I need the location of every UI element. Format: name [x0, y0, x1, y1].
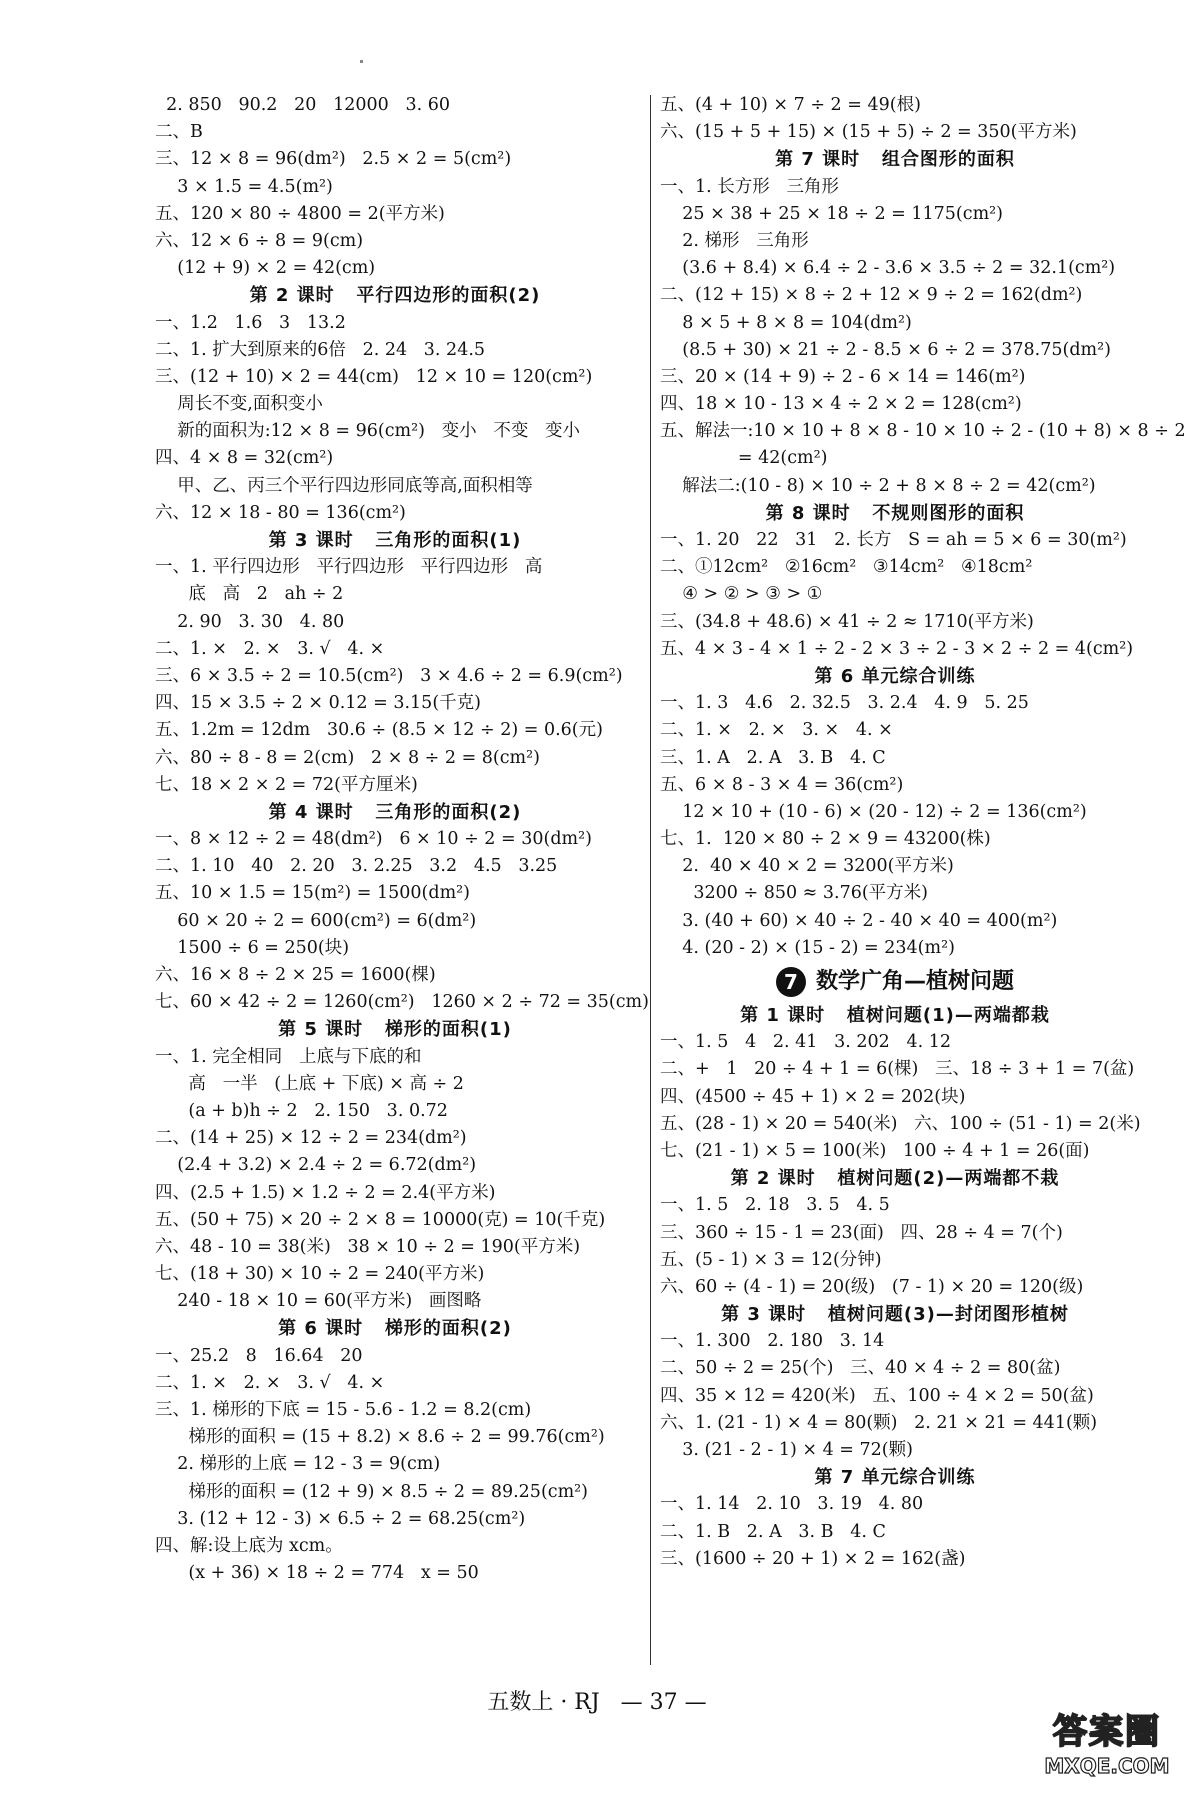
answer-line: 12 × 10 + (10 - 6) × (20 - 12) ÷ 2 = 136(cm²) — [660, 801, 1087, 822]
column-divider — [650, 95, 651, 1665]
lesson-heading: 第 3 课时 植树问题(3)—封闭图形植树 — [721, 1304, 1069, 1326]
answer-line: 六、1. (21 - 1) × 4 = 80(颗) 2. 21 × 21 = 441(颗) — [660, 1412, 1098, 1433]
scan-dot — [360, 60, 363, 63]
answer-line: 一、1. 14 2. 10 3. 19 4. 80 — [660, 1494, 924, 1515]
answer-line: 三、6 × 3.5 ÷ 2 = 10.5(cm²) 3 × 4.6 ÷ 2 = 6.9(cm²) — [155, 665, 623, 686]
lesson-heading: 第 2 课时 平行四边形的面积(2) — [249, 285, 541, 307]
answer-line: 六、12 × 18 - 80 = 136(cm²) — [155, 502, 406, 523]
answer-line: 四、35 × 12 = 420(米) 五、100 ÷ 4 × 2 = 50(盆) — [660, 1385, 1094, 1406]
lesson-heading: 第 6 单元综合训练 — [814, 665, 976, 687]
answer-line: 3. (40 + 60) × 40 ÷ 2 - 40 × 40 = 400(m²) — [660, 910, 1058, 931]
answer-line: 二、50 ÷ 2 = 25(个) 三、40 × 4 ÷ 2 = 80(盆) — [660, 1358, 1061, 1379]
answer-line: 4. (20 - 2) × (15 - 2) = 234(m²) — [660, 937, 955, 958]
answer-line: 60 × 20 ÷ 2 = 600(cm²) = 6(dm²) — [155, 910, 477, 931]
answer-line: (8.5 + 30) × 21 ÷ 2 - 8.5 × 6 ÷ 2 = 378.75(dm²) — [660, 339, 1111, 360]
answer-line: (3.6 + 8.4) × 6.4 ÷ 2 - 3.6 × 3.5 ÷ 2 = 32.1(cm²) — [660, 258, 1116, 279]
answer-line: 四、(2.5 + 1.5) × 1.2 ÷ 2 = 2.4(平方米) — [155, 1182, 496, 1203]
answer-line: 3 × 1.5 = 4.5(m²) — [155, 176, 333, 197]
answer-line: 梯形的面积 = (12 + 9) × 8.5 ÷ 2 = 89.25(cm²) — [155, 1481, 589, 1502]
answer-line: 周长不变,面积变小 — [155, 394, 323, 415]
answer-line: (2.4 + 3.2) × 2.4 ÷ 2 = 6.72(dm²) — [155, 1155, 477, 1176]
answer-line: 3200 ÷ 850 ≈ 3.76(平方米) — [660, 883, 929, 904]
watermark-logo — [1032, 1710, 1182, 1790]
answer-line: 一、1. 3 4.6 2. 32.5 3. 2.4 4. 9 5. 25 — [660, 693, 1029, 714]
answer-line: 五、(5 - 1) × 3 = 12(分钟) — [660, 1249, 882, 1270]
answer-line: ④ > ② > ③ > ① — [660, 584, 823, 605]
answer-line: 六、12 × 6 ÷ 8 = 9(cm) — [155, 230, 364, 251]
answer-line: 甲、乙、丙三个平行四边形同底等高,面积相等 — [155, 475, 533, 496]
right-column — [660, 92, 1186, 1573]
lesson-heading: 第 8 课时 不规则图形的面积 — [765, 502, 1025, 524]
answer-line: 二、1. 扩大到原来的6倍 2. 24 3. 24.5 — [155, 339, 486, 360]
answer-line: 底 高 2 ah ÷ 2 — [155, 584, 344, 605]
answer-line: 二、(14 + 25) × 12 ÷ 2 = 234(dm²) — [155, 1128, 467, 1149]
answer-line: 25 × 38 + 25 × 18 ÷ 2 = 1175(cm²) — [660, 203, 1004, 224]
answer-line: 一、1. 长方形 三角形 — [660, 176, 839, 197]
answer-line: 二、1. B 2. A 3. B 4. C — [660, 1521, 886, 1542]
unit-number-badge: 7 — [776, 967, 806, 997]
answer-line: 七、1. 120 × 80 ÷ 2 × 9 = 43200(株) — [660, 829, 991, 850]
answer-line: 三、(34.8 + 48.6) × 41 ÷ 2 ≈ 1710(平方米) — [660, 611, 1034, 632]
answer-line: = 42(cm²) — [660, 448, 828, 469]
answer-line: (12 + 9) × 2 = 42(cm) — [155, 258, 376, 279]
lesson-heading: 第 5 课时 梯形的面积(1) — [278, 1019, 512, 1041]
answer-line: 三、(1600 ÷ 20 + 1) × 2 = 162(盏) — [660, 1548, 966, 1569]
unit-title: 数学广角—植树问题 — [815, 969, 1014, 994]
left-column — [155, 92, 649, 1587]
lesson-heading: 第 3 课时 三角形的面积(1) — [268, 530, 522, 551]
answer-line: 240 - 18 × 10 = 60(平方米) 画图略 — [155, 1291, 482, 1312]
lesson-heading: 第 7 单元综合训练 — [814, 1467, 976, 1489]
answer-line: 2. 梯形的上底 = 12 - 3 = 9(cm) — [155, 1454, 441, 1475]
answer-line: 二、B — [155, 122, 203, 143]
answer-line: 3. (21 - 2 - 1) × 4 = 72(颗) — [660, 1440, 913, 1460]
watermark-cn: 答案圈 — [1053, 1712, 1161, 1752]
answer-line: 三、1. 梯形的下底 = 15 - 5.6 - 1.2 = 8.2(cm) — [155, 1400, 532, 1420]
answer-line: 五、(28 - 1) × 20 = 540(米) 六、100 ÷ (51 - 1) = 2(米) — [660, 1113, 1141, 1134]
answer-line: 三、12 × 8 = 96(dm²) 2.5 × 2 = 5(cm²) — [155, 149, 512, 170]
answer-line: 一、8 × 12 ÷ 2 = 48(dm²) 6 × 10 ÷ 2 = 30(dm²) — [155, 829, 592, 850]
answer-line: 三、(12 + 10) × 2 = 44(cm) 12 × 10 = 120(cm²) — [155, 366, 593, 387]
answer-line: 六、16 × 8 ÷ 2 × 25 = 1600(棵) — [155, 965, 436, 985]
answer-line: 二、1. × 2. × 3. √ 4. × — [155, 638, 385, 659]
answer-line: 一、1. 完全相同 上底与下底的和 — [155, 1046, 422, 1067]
answer-line: 五、解法一:10 × 10 + 8 × 8 - 10 × 10 ÷ 2 - (10 + 8) × 8 ÷ 2 — [660, 421, 1186, 442]
lesson-heading: 第 2 课时 植树问题(2)—两端都不栽 — [730, 1168, 1060, 1190]
answer-line: 1500 ÷ 6 = 250(块) — [155, 937, 350, 958]
answer-line: 8 × 5 + 8 × 8 = 104(dm²) — [660, 312, 912, 333]
answer-line: 高 一半 (上底 + 下底) × 高 ÷ 2 — [155, 1073, 464, 1094]
watermark-en: MXQE.COM — [1044, 1754, 1170, 1778]
answer-line: 七、60 × 42 ÷ 2 = 1260(cm²) 1260 × 2 ÷ 72 = 35(cm) — [155, 992, 649, 1013]
answer-line: 三、20 × (14 + 9) ÷ 2 - 6 × 14 = 146(m²) — [660, 366, 1026, 387]
answer-line: 2. 40 × 40 × 2 = 3200(平方米) — [660, 856, 954, 877]
answer-line: 五、4 × 3 - 4 × 1 ÷ 2 - 2 × 3 ÷ 2 - 3 × 2 ÷ 2 = 4(cm²) — [660, 638, 1134, 659]
lesson-heading: 第 6 课时 梯形的面积(2) — [278, 1318, 512, 1340]
answer-line: 五、6 × 8 - 3 × 4 = 36(cm²) — [660, 774, 904, 795]
answer-line: 一、1. 平行四边形 平行四边形 平行四边形 高 — [155, 557, 543, 578]
answer-line: 二、+ 1 20 ÷ 4 + 1 = 6(棵) 三、18 ÷ 3 + 1 = 7(盆) — [660, 1059, 1135, 1080]
answer-line: 六、60 ÷ (4 - 1) = 20(级) (7 - 1) × 20 = 120(级) — [660, 1276, 1084, 1297]
answer-line: 一、1. 300 2. 180 3. 14 — [660, 1331, 885, 1352]
answer-line: 七、(21 - 1) × 5 = 100(米) 100 ÷ 4 + 1 = 26(面) — [660, 1140, 1090, 1161]
lesson-heading: 第 7 课时 组合图形的面积 — [775, 149, 1015, 171]
answer-line: 七、18 × 2 × 2 = 72(平方厘米) — [155, 774, 418, 795]
answer-line: 新的面积为:12 × 8 = 96(cm²) 变小 不变 变小 — [155, 421, 581, 442]
answer-line: 3. (12 + 12 - 3) × 6.5 ÷ 2 = 68.25(cm²) — [155, 1508, 526, 1529]
lesson-heading: 第 4 课时 三角形的面积(2) — [268, 801, 522, 823]
answer-line: 三、360 ÷ 15 - 1 = 23(面) 四、28 ÷ 4 = 7(个) — [660, 1222, 1063, 1243]
answer-line: 五、120 × 80 ÷ 4800 = 2(平方米) — [155, 203, 445, 224]
answer-line: 五、(50 + 75) × 20 ÷ 2 × 8 = 10000(克) = 10(千克) — [155, 1209, 606, 1230]
answer-line: 七、(18 + 30) × 10 ÷ 2 = 240(平方米) — [155, 1264, 485, 1285]
answer-line: 一、1. 5 2. 18 3. 5 4. 5 — [660, 1195, 890, 1216]
lesson-heading: 第 1 课时 植树问题(1)—两端都栽 — [740, 1005, 1050, 1026]
answer-line: 五、1.2m = 12dm 30.6 ÷ (8.5 × 12 ÷ 2) = 0.6(元) — [155, 720, 603, 741]
answer-line: 一、1.2 1.6 3 13.2 — [155, 312, 346, 333]
answer-line: (a + b)h ÷ 2 2. 150 3. 0.72 — [155, 1100, 448, 1121]
answer-line: 二、(12 + 15) × 8 ÷ 2 + 12 × 9 ÷ 2 = 162(dm²) — [660, 285, 1083, 306]
answer-line: 一、1. 5 4 2. 41 3. 202 4. 12 — [660, 1032, 951, 1053]
answer-line: 四、4 × 8 = 32(cm²) — [155, 448, 334, 469]
answer-line: 六、48 - 10 = 38(米) 38 × 10 ÷ 2 = 190(平方米) — [155, 1236, 581, 1257]
answer-line: 二、1. 10 40 2. 20 3. 2.25 3.2 4.5 3.25 — [155, 856, 558, 877]
answer-line: 五、10 × 1.5 = 15(m²) = 1500(dm²) — [155, 883, 470, 904]
answer-line: 四、解:设上底为 xcm。 — [155, 1535, 343, 1556]
answer-line: 解法二:(10 - 8) × 10 ÷ 2 + 8 × 8 ÷ 2 = 42(cm²) — [660, 475, 1096, 496]
answer-line: 二、1. × 2. × 3. √ 4. × — [155, 1372, 385, 1393]
answer-line: (x + 36) × 18 ÷ 2 = 774 x = 50 — [155, 1563, 479, 1584]
answer-line: 四、(4500 ÷ 45 + 1) × 2 = 202(块) — [660, 1086, 966, 1107]
answer-line: 四、18 × 10 - 13 × 4 ÷ 2 × 2 = 128(cm²) — [660, 394, 1022, 415]
page-footer: 五数上 · RJ — 37 — — [487, 1690, 707, 1715]
answer-line: 五、(4 + 10) × 7 ÷ 2 = 49(根) — [660, 95, 921, 115]
answer-line: 三、1. A 2. A 3. B 4. C — [660, 747, 886, 768]
answer-line: 一、1. 20 22 31 2. 长方 S = ah = 5 × 6 = 30(m²) — [660, 530, 1127, 550]
unit-heading — [660, 962, 1130, 1002]
answer-line: 六、(15 + 5 + 15) × (15 + 5) ÷ 2 = 350(平方米) — [660, 122, 1077, 143]
answer-line: 2. 90 3. 30 4. 80 — [155, 611, 345, 632]
answer-line: 2. 850 90.2 20 12000 3. 60 — [155, 95, 450, 115]
answer-line: 六、80 ÷ 8 - 8 = 2(cm) 2 × 8 ÷ 2 = 8(cm²) — [155, 747, 540, 768]
answer-line: 2. 梯形 三角形 — [660, 230, 809, 251]
answer-line: 一、25.2 8 16.64 20 — [155, 1345, 363, 1366]
answer-line: 四、15 × 3.5 ÷ 2 × 0.12 = 3.15(千克) — [155, 693, 481, 714]
answer-line: 梯形的面积 = (15 + 8.2) × 8.6 ÷ 2 = 99.76(cm²) — [155, 1427, 605, 1448]
answer-line: 二、1. × 2. × 3. × 4. × — [660, 720, 893, 741]
answer-line: 二、①12cm² ②16cm² ③14cm² ④18cm² — [660, 557, 1033, 578]
